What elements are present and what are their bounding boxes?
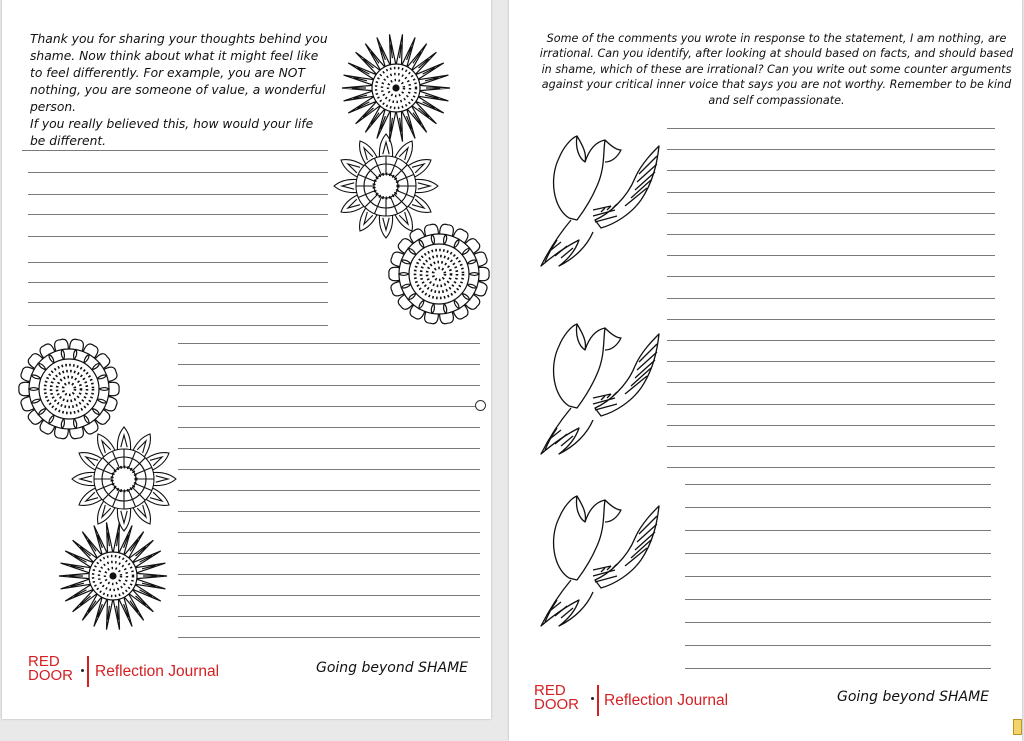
tagline: Going beyond SHAME (316, 660, 468, 676)
writing-line[interactable] (178, 595, 480, 596)
writing-line[interactable] (178, 511, 480, 512)
writing-line[interactable] (685, 645, 991, 646)
journal-page-left (2, 0, 491, 719)
writing-line[interactable] (178, 427, 480, 428)
writing-line[interactable] (667, 213, 995, 214)
sunflower-icon (387, 222, 491, 326)
writing-line[interactable] (685, 484, 991, 485)
writing-line[interactable] (178, 616, 480, 617)
writing-line[interactable] (667, 234, 995, 235)
journal-title: Reflection Journal (604, 692, 729, 709)
writing-line[interactable] (667, 128, 995, 129)
writing-line[interactable] (667, 319, 995, 320)
writing-line[interactable] (22, 150, 328, 151)
writing-line[interactable] (28, 194, 328, 195)
journal-page-right (509, 0, 1022, 741)
tulip-icon (531, 488, 663, 628)
writing-line[interactable] (667, 425, 995, 426)
writing-line[interactable] (28, 214, 328, 215)
writing-line[interactable] (178, 343, 480, 344)
writing-line[interactable] (28, 325, 328, 326)
brand-logo: RED DOOR (534, 682, 579, 713)
sunflower-icon (340, 32, 452, 144)
sunflower-icon (57, 520, 169, 632)
page-prompt: Some of the comments you wrote in response to the statement, I am nothing, are irrational. Can you identify, after looking at should based on facts, and should based in shame, which of these are irrational? Can you write out some counter arguments against your critical inner voice that says you are not worthy. Remember to be kind and self compassionate. (539, 32, 1014, 107)
writing-line[interactable] (685, 576, 991, 577)
writing-line[interactable] (178, 448, 480, 449)
brand-logo: RED DOOR (28, 653, 73, 684)
writing-line[interactable] (685, 530, 991, 531)
writing-line[interactable] (667, 340, 995, 341)
writing-line[interactable] (178, 574, 480, 575)
writing-line[interactable] (685, 668, 991, 669)
writing-line[interactable] (178, 406, 480, 407)
writing-line[interactable] (28, 172, 328, 173)
tulip-icon (531, 316, 663, 456)
writing-line[interactable] (28, 262, 328, 263)
writing-line[interactable] (178, 532, 480, 533)
writing-line[interactable] (178, 469, 480, 470)
writing-line[interactable] (667, 170, 995, 171)
writing-line[interactable] (667, 361, 995, 362)
writing-line[interactable] (667, 276, 995, 277)
tagline: Going beyond SHAME (837, 689, 989, 705)
writing-line[interactable] (178, 637, 480, 638)
writing-line[interactable] (667, 149, 995, 150)
writing-line[interactable] (28, 236, 328, 237)
writing-line[interactable] (667, 382, 995, 383)
writing-line[interactable] (178, 490, 480, 491)
resize-handle[interactable] (475, 400, 486, 411)
writing-line[interactable] (178, 553, 480, 554)
writing-line[interactable] (667, 255, 995, 256)
journal-title: Reflection Journal (95, 663, 220, 680)
page-corner-icon (1013, 719, 1022, 735)
writing-line[interactable] (178, 364, 480, 365)
writing-line[interactable] (667, 298, 995, 299)
writing-line[interactable] (685, 507, 991, 508)
writing-line[interactable] (685, 622, 991, 623)
writing-line[interactable] (667, 467, 995, 468)
writing-line[interactable] (667, 446, 995, 447)
writing-line[interactable] (667, 192, 995, 193)
writing-line[interactable] (685, 599, 991, 600)
page-prompt: Thank you for sharing your thoughts behind you shame. Now think about what it might feel like to feel differently. For example, you are NOT nothing, you are someone of value, a wonderful person. If you really believed this, how would your life be different. (30, 32, 328, 148)
writing-line[interactable] (28, 282, 328, 283)
mandala-flower-icon (70, 425, 178, 533)
tulip-icon (531, 128, 663, 268)
writing-line[interactable] (685, 553, 991, 554)
writing-line[interactable] (28, 302, 328, 303)
writing-line[interactable] (667, 404, 995, 405)
writing-line[interactable] (178, 385, 480, 386)
